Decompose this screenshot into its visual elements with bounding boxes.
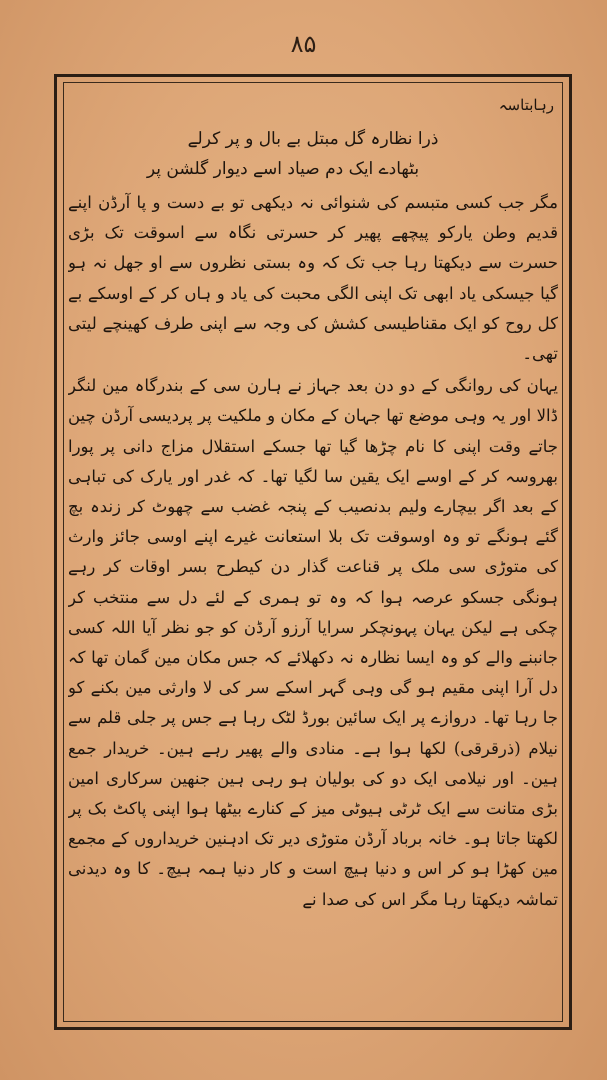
paragraph-1: مگر جب کسی متبسم کی شنوائی نہ دیکھی تو بے دست و پا آرڈن اپنے قدیم وطن یارکو پیچھے پھیر کر حسرتی نگاہ سے اسوقت تک بڑی حسرت سے دیکھتا رہا جب تک کہ وہ بستی نظروں سے او جھل نہ ہو گیا جیسکی یاد ابھی تک اپنی الگی محبت کی یاد و ہاں کر کے اوسکے بے کل روح کو ایک مقناطیسی کشش کی وجہ سے اپنی طرف کھینچے لیتی تھی۔ — [68, 193, 558, 364]
paragraph-2: یہان کی روانگی کے دو دن بعد جہاز نے ہارن سی کے بندرگاہ مین لنگر ڈالا اور یہ وہی موضع تھا جہان کے مکان و ملکیت پر پردیسی آرڈن چین جاتے وقت اپنی کا نام چڑھا گیا تھا جسکے استقلال مزاج دانی پر پورا بھروسہ کر کے اوسے ایک یقین سا لگیا تھا۔ کہ غدر اور یارک کی تباہی کے بعد اگر بیچارے ولیم بدنصیب کے پنجہ غضب سے چھوٹ کر زندہ بچ گئے ہونگے تو وہ اوسوقت تک بلا استعانت غیرے اپنے اوسی جائز وارث کی متوڑی سی ملک پر قناعت گذار دن کیطرح بسر اوقات کر رہے ہونگی جسکو عرصہ ہوا کہ وہ تو ہمری کے لئے دل سے منتخب کر چکی ہے لیکن یہان پہونچکر سرایا آرزو آرڈن کو جو نظر آیا اللہ کسی جانبنے والے کو وہ ایسا نظارہ نہ دکھلائے کہ جس مکان مین گمان تھا کہ دل آرا اپنی مقیم ہو گی وہی گہر اسکے سر کی لا وارثی مین بکنے کو جا رہا تھا۔ دروازے پر ایک سائین بورڈ لٹک رہا ہے جس پر جلی قلم سے نیلام (ذرقرقی) لکھا ہوا ہے۔ منادی والے پھیر رہے ہین۔ خریدار جمع ہین۔ اور نیلامی ایک دو کی بولیان ہو رہی ہین جنھین سرکاری امین بڑی متانت سے ایک ٹرٹی ہیوٹی میز کے کنارے بیٹھا ہوا اپنی پاکٹ بک پر لکھتا جاتا ہو۔ خانہ برباد آرڈن متوڑی دیر تک ادہنین خریداروں کے مجمع مین کھڑا ہو کر اس و دنیا ہیچ است و کار دنیا ہمہ ہیچ۔ کا وہ دیدنی تماشہ دیکھتا رہا مگر اس کی صدا نے — [68, 376, 558, 909]
text-block — [68, 96, 558, 1016]
verse-line-1: ذرا نظارہ گل مبتل بے بال و پر کرلے — [187, 129, 439, 149]
verse-line-2: بٹھادے ایک دم صیاد اسے دیوار گلشن پر — [146, 159, 420, 179]
running-head: رہابتاسہ — [498, 96, 554, 114]
page-number: ۸۵ — [290, 30, 317, 58]
